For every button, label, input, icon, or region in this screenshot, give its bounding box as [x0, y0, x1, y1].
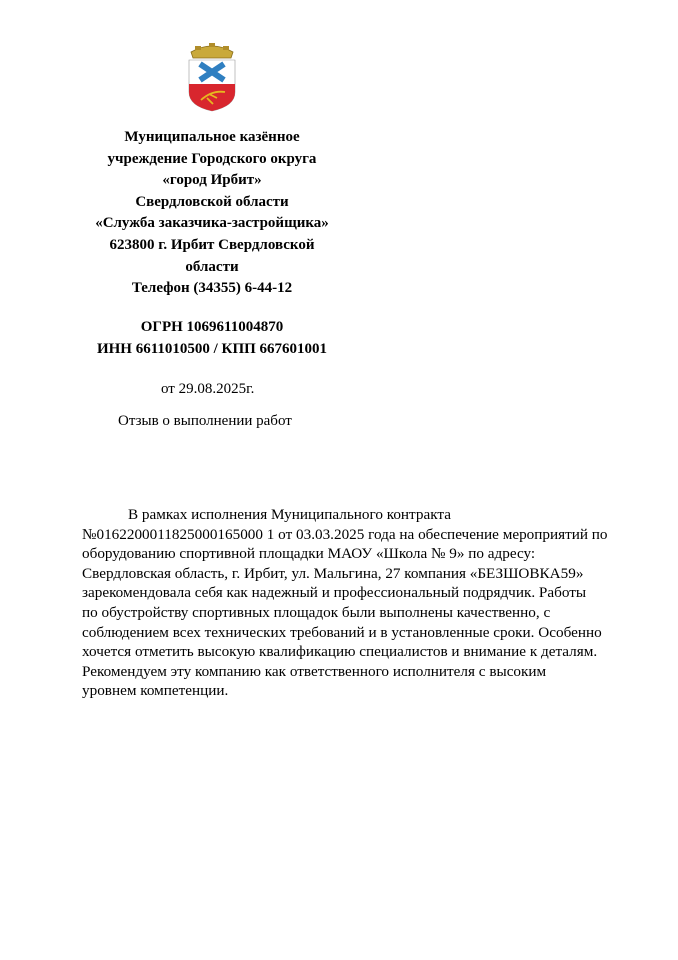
ogrn: ОГРН 1069611004870 — [140, 319, 284, 335]
body-line: зарекомендовала себя как надежный и профессиональный подрядчик. Работы — [82, 584, 587, 602]
registration-ids — [62, 317, 362, 360]
body-line: уровнем компетенции. — [82, 682, 229, 700]
body-line: хочется отметить высокую квалификацию специалистов и внимание к деталям. — [82, 643, 598, 661]
coat-of-arms-logo — [183, 40, 241, 112]
header-line: учреждение Городского округа — [107, 150, 317, 167]
body-line: В рамках исполнения Муниципального контракта — [128, 506, 451, 523]
body-line: Свердловская область, г. Ирбит, ул. Мальгина, 27 компания «БЕЗШОВКА59» — [82, 564, 584, 582]
document-body — [82, 505, 608, 701]
body-line: №0162200011825000165000 1 от 03.03.2025 года на обеспечение мероприятий по — [82, 525, 608, 543]
body-line: оборудованию спортивной площадки МАОУ «Школа № 9» по адресу: — [82, 545, 536, 563]
header-line: Муниципальное казённое — [124, 129, 300, 145]
inn-kpp: ИНН 6611010500 / КПП 667601001 — [96, 340, 328, 357]
header-line: области — [185, 258, 239, 275]
body-line: Рекомендуем эту компанию как ответственного исполнителя с высоким — [82, 662, 547, 680]
header-line: Свердловской области — [135, 193, 289, 210]
document-subject: Отзыв о выполнении работ — [118, 413, 292, 429]
header-line: «город Ирбит» — [162, 172, 262, 189]
body-line: соблюдением всех технических требований и в установленные сроки. Особенно — [82, 623, 602, 641]
header-line: 623800 г. Ирбит Свердловской — [109, 236, 315, 253]
organization-header — [62, 127, 362, 300]
body-line: по обустройству спортивных площадок были выполнены качественно, с — [82, 603, 551, 621]
document-date: от 29.08.2025г. — [161, 381, 255, 397]
header-phone: Телефон (34355) 6-44-12 — [131, 280, 293, 297]
header-line: «Служба заказчика-застройщика» — [95, 215, 329, 232]
